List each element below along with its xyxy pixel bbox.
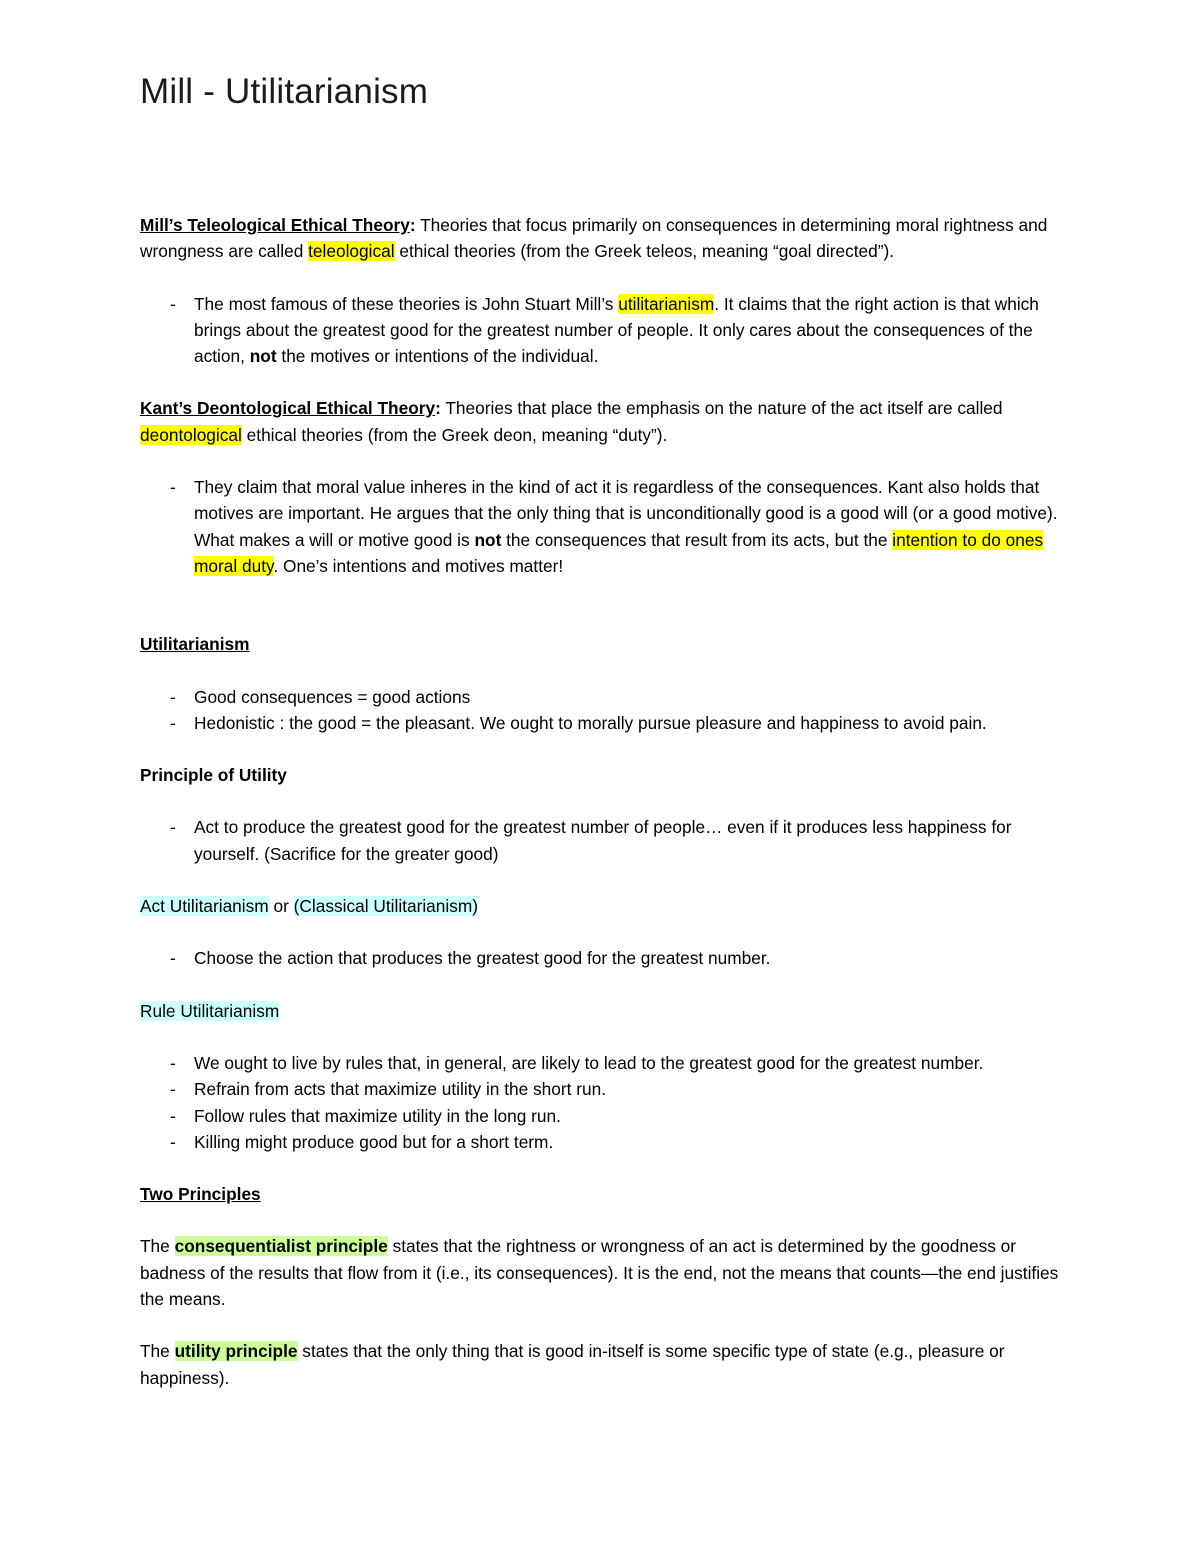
utilitarianism-heading: Utilitarianism xyxy=(140,634,250,655)
classical-util-label: (Classical Utilitarianism) xyxy=(293,896,479,917)
kant-heading: Kant’s Deontological Ethical Theory xyxy=(140,398,436,419)
mill-paragraph xyxy=(140,212,1060,265)
list-item: - Act to produce the greatest good for the greatest number of people… even if it produces less happiness for yourself. (Sacrifice for the greater good) xyxy=(140,814,1060,867)
list-item: - Hedonistic : the good = the pleasant. We ought to morally pursue pleasure and happiness to avoid pain. xyxy=(140,710,1060,736)
kant-bullet-a: They claim that moral value inheres in the kind of act it is regardless of the consequences. Kant also holds that motives are important. He argues that the only thing that is unconditionally good is a good will (or a good motive). What makes a will or motive good is xyxy=(194,477,1058,550)
mill-bullet-highlight: utilitarianism xyxy=(618,293,715,314)
kant-text-b: ethical theories (from the Greek deon, meaning “duty”). xyxy=(241,424,668,445)
p2-a: The xyxy=(140,1341,175,1362)
rule-utilitarianism-heading xyxy=(140,998,1060,1024)
list-item: - We ought to live by rules that, in general, are likely to lead to the greatest good for the greatest number. xyxy=(140,1050,1060,1076)
kant-paragraph xyxy=(140,395,1060,448)
mill-bullet xyxy=(140,291,1060,370)
mill-colon: : xyxy=(409,215,416,235)
p1-b: states that the rightness or wrongness of an act is determined by the goodness or badness of the results that flow from it (i.e., its consequences). It is the end, not the means that counts—the end justifies the means. xyxy=(140,1236,1059,1310)
mill-bullet-c: the motives or intentions of the individual. xyxy=(276,346,599,367)
rule-util-label: Rule Utilitarianism xyxy=(140,1000,280,1021)
act-util-or: or xyxy=(268,896,294,917)
mill-bullet-a: The most famous of these theories is John Stuart Mill’s xyxy=(194,293,619,314)
mill-text-b: ethical theories (from the Greek teleos, meaning “goal directed”). xyxy=(394,241,895,262)
kant-bullet-highlight: intention to do ones moral duty xyxy=(194,529,1044,576)
kant-bullet-c: . One’s intentions and motives matter! xyxy=(273,555,564,576)
consequentialist-paragraph xyxy=(140,1233,1060,1312)
kant-bullet-bold: not xyxy=(474,529,502,550)
kant-colon: : xyxy=(435,398,441,419)
kant-bullet-b: the consequences that result from its acts, but the xyxy=(501,529,893,550)
utility-principle-paragraph xyxy=(140,1338,1060,1391)
mill-highlight: teleological xyxy=(308,241,395,262)
two-principles-heading: Two Principles xyxy=(140,1184,261,1205)
p2-b: states that the only thing that is good in-itself is some specific type of state (e.g., pleasure or happiness). xyxy=(140,1341,1005,1388)
list-item: - Killing might produce good but for a short term. xyxy=(140,1129,1060,1155)
page-title: Mill - Utilitarianism xyxy=(140,72,429,111)
consequentialist-highlight: consequentialist principle xyxy=(174,1236,388,1257)
list-item: - Choose the action that produces the greatest good for the greatest number. xyxy=(140,945,1060,971)
list-item: - Good consequences = good actions xyxy=(140,684,1060,710)
mill-bullet-b: . It claims that the right action is that which brings about the greatest good for the greatest number of people. It only cares about the consequences of the action, xyxy=(194,293,1039,367)
document-body xyxy=(140,212,1060,1391)
mill-bullet-bold: not xyxy=(249,346,277,367)
utility-principle-highlight: utility principle xyxy=(174,1341,298,1362)
kant-bullet xyxy=(140,474,1060,579)
list-item: - Refrain from acts that maximize utility in the short run. xyxy=(140,1076,1060,1102)
mill-text-a: Theories that focus primarily on consequences in determining moral rightness and wrongness are called xyxy=(140,215,1048,262)
list-item: - Follow rules that maximize utility in the long run. xyxy=(140,1103,1060,1129)
kant-text-a: Theories that place the emphasis on the nature of the act itself are called xyxy=(440,398,1003,419)
p1-a: The xyxy=(140,1236,175,1257)
act-util-label: Act Utilitarianism xyxy=(140,896,269,917)
principle-of-utility-heading: Principle of Utility xyxy=(140,765,287,786)
kant-highlight: deontological xyxy=(140,424,242,445)
act-utilitarianism-heading xyxy=(140,893,1060,919)
mill-heading: Mill’s Teleological Ethical Theory xyxy=(140,215,410,235)
